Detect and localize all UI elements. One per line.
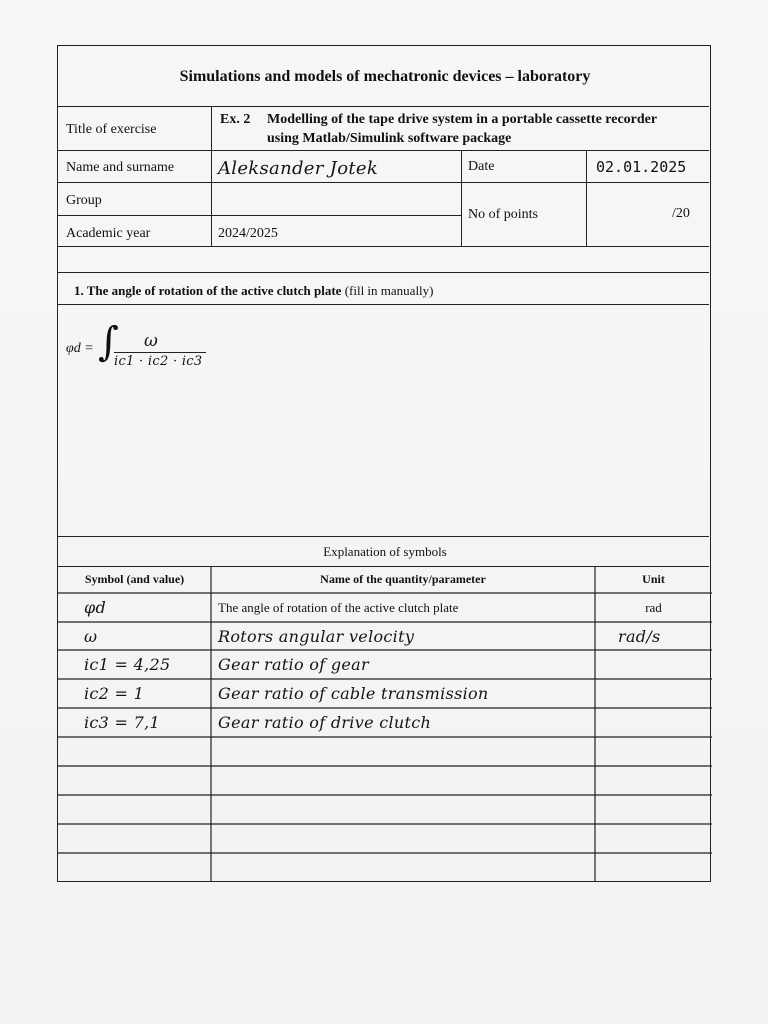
integral-sign: ∫ bbox=[98, 319, 119, 365]
form-title: Simulations and models of mechatronic devices – laboratory bbox=[179, 68, 591, 85]
exercise-number: Ex. 2 bbox=[220, 112, 251, 127]
date-value[interactable]: 02.01.2025 bbox=[596, 158, 687, 176]
group-label: Group bbox=[66, 193, 102, 208]
symbols-title: Explanation of symbols bbox=[323, 544, 447, 559]
col-header-unit: Unit bbox=[642, 572, 665, 586]
task-heading-text: 1. The angle of rotation of the active clutch plate bbox=[74, 283, 342, 298]
exercise-title-line2: using Matlab/Simulink software package bbox=[267, 131, 512, 146]
col-header-name: Name of the quantity/parameter bbox=[320, 572, 486, 586]
points-label: No of points bbox=[468, 207, 538, 222]
symbol-cell[interactable]: ic3 = 7,1 bbox=[84, 713, 160, 732]
name-cell[interactable]: Gear ratio of drive clutch bbox=[218, 713, 432, 732]
task-heading-note: (fill in manually) bbox=[344, 283, 434, 298]
symbol-cell[interactable]: ω bbox=[84, 627, 98, 646]
name-cell[interactable]: Gear ratio of gear bbox=[218, 655, 369, 674]
name-value[interactable]: Aleksander Jotek bbox=[218, 158, 379, 179]
title-of-exercise-label: Title of exercise bbox=[66, 122, 157, 137]
unit-cell[interactable]: rad bbox=[645, 600, 662, 615]
formula-lhs: φd = bbox=[66, 341, 94, 356]
points-value[interactable]: /20 bbox=[672, 206, 690, 221]
academic-year-value: 2024/2025 bbox=[218, 226, 278, 241]
formula-numerator: ω bbox=[144, 331, 159, 351]
name-cell[interactable]: Rotors angular velocity bbox=[218, 627, 415, 646]
symbols-table-grid bbox=[58, 46, 712, 883]
date-label: Date bbox=[468, 159, 495, 174]
symbol-cell[interactable]: ic1 = 4,25 bbox=[84, 655, 171, 674]
name-cell[interactable]: Gear ratio of cable transmission bbox=[218, 684, 489, 703]
academic-year-label: Academic year bbox=[66, 226, 151, 241]
name-cell[interactable]: The angle of rotation of the active clutch plate bbox=[218, 600, 459, 615]
symbol-cell[interactable]: ic2 = 1 bbox=[84, 684, 145, 703]
symbol-cell[interactable]: φd bbox=[84, 598, 107, 617]
lab-report-form bbox=[57, 45, 711, 882]
unit-cell[interactable]: rad/s bbox=[618, 627, 661, 646]
name-label: Name and surname bbox=[66, 160, 175, 175]
col-header-symbol: Symbol (and value) bbox=[84, 572, 185, 586]
formula-denominator: ic1 · ic2 · ic3 bbox=[114, 354, 203, 369]
exercise-title-line1: Modelling of the tape drive system in a portable cassette recorder bbox=[267, 112, 658, 127]
